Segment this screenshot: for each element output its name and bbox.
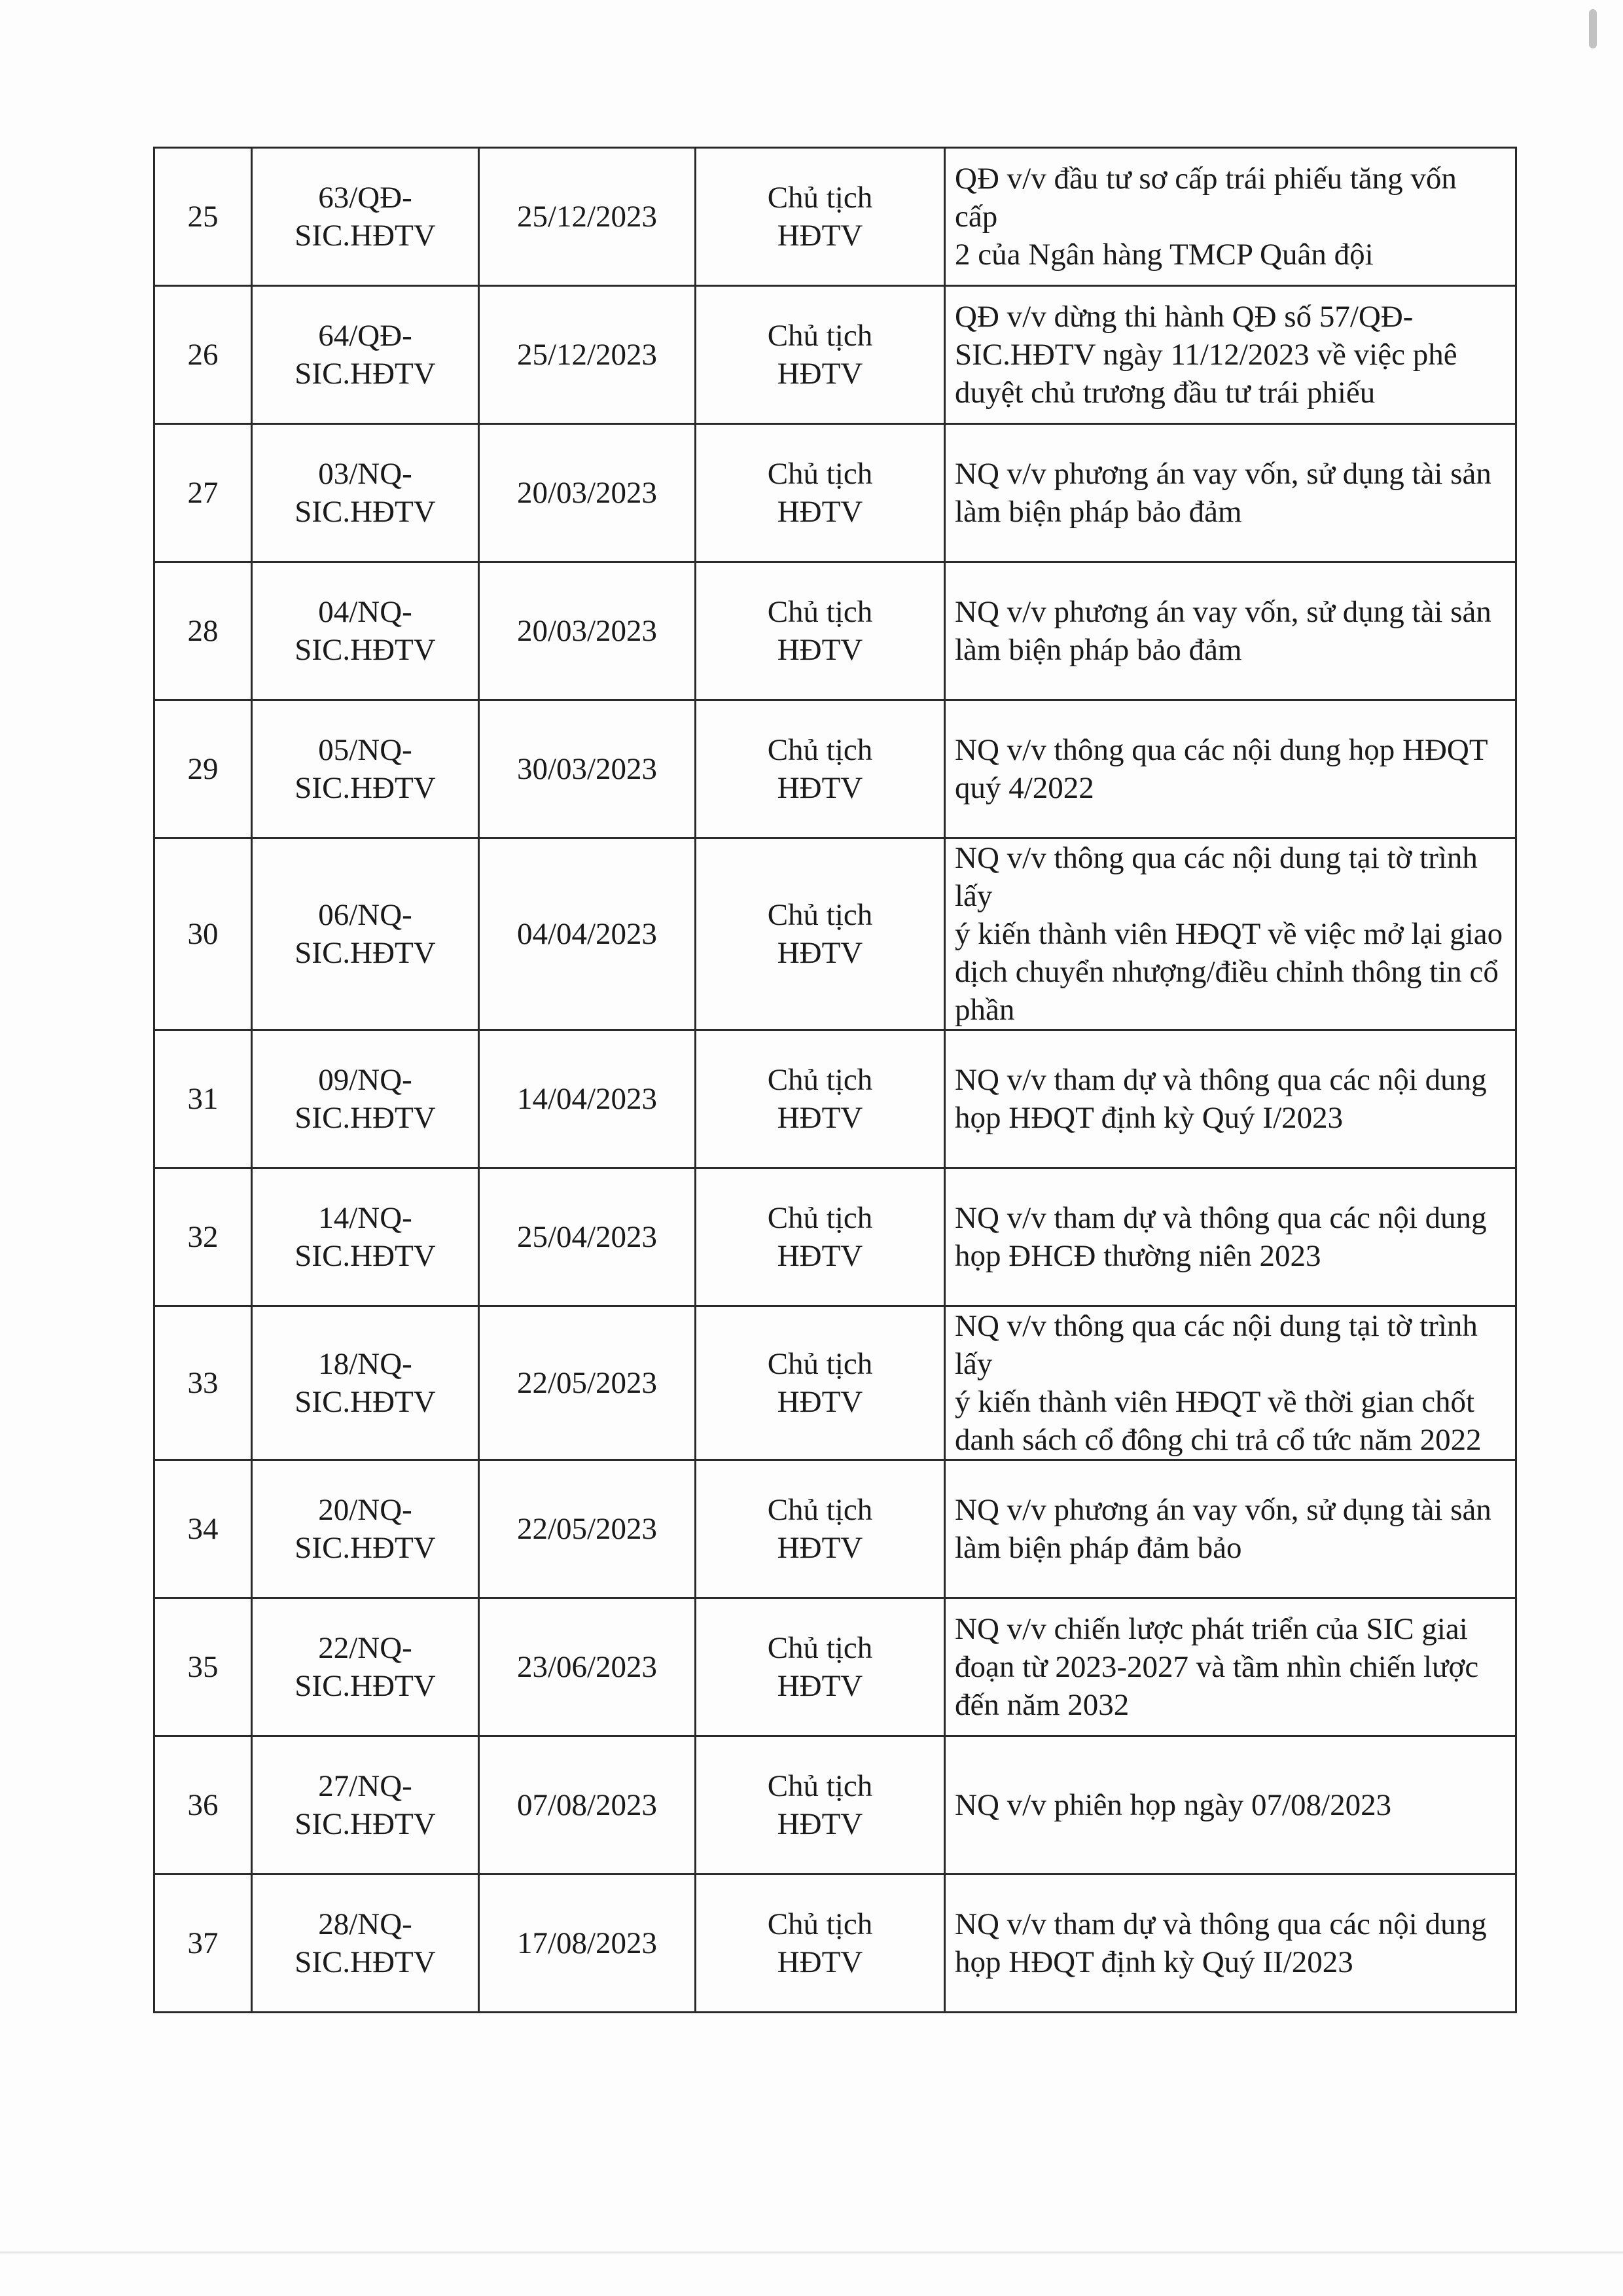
content-cell	[945, 1168, 1516, 1306]
row-index-cell	[154, 424, 252, 562]
document-number-line: SIC.HĐTV	[294, 495, 436, 529]
document-number-line: SIC.HĐTV	[294, 219, 436, 253]
content-line: QĐ v/v đầu tư sơ cấp trái phiếu tăng vốn cấp	[955, 162, 1457, 234]
signer-line: Chủ tịch	[767, 457, 873, 491]
row-index-cell	[154, 1030, 252, 1168]
content-cell	[945, 838, 1516, 1030]
content-cell	[945, 148, 1516, 286]
content-line: SIC.HĐTV ngày 11/12/2023 về việc phê	[955, 338, 1457, 372]
row-index: 28	[187, 614, 219, 648]
content-line: họp ĐHCĐ thường niên 2023	[955, 1239, 1321, 1273]
document-number-line: SIC.HĐTV	[294, 1669, 436, 1703]
content-line: duyệt chủ trương đầu tư trái phiếu	[955, 376, 1376, 410]
signer-line: Chủ tịch	[767, 1907, 873, 1941]
document-number-cell	[252, 1030, 479, 1168]
table-row	[154, 1030, 1516, 1168]
document-number-cell	[252, 424, 479, 562]
signer-line: Chủ tịch	[767, 181, 873, 215]
content-line: NQ v/v thông qua các nội dung họp HĐQT	[955, 733, 1488, 767]
signer-line: HĐTV	[777, 936, 863, 970]
table-row	[154, 700, 1516, 838]
signer-line: HĐTV	[777, 1239, 863, 1273]
document-number-line: SIC.HĐTV	[294, 1531, 436, 1565]
signer-cell	[696, 562, 945, 700]
signer-line: HĐTV	[777, 357, 863, 391]
issue-date: 25/12/2023	[516, 200, 658, 234]
content-line: ý kiến thành viên HĐQT về thời gian chốt	[955, 1385, 1475, 1419]
row-index: 27	[187, 476, 219, 510]
row-index-cell	[154, 1306, 252, 1460]
document-number-cell	[252, 838, 479, 1030]
table-row	[154, 1874, 1516, 2013]
document-number-cell	[252, 1736, 479, 1874]
issue-date: 25/12/2023	[516, 338, 658, 372]
issue-date: 07/08/2023	[516, 1788, 658, 1822]
document-number-cell	[252, 562, 479, 700]
row-index-cell	[154, 562, 252, 700]
content-line: QĐ v/v dừng thi hành QĐ số 57/QĐ-	[955, 300, 1414, 334]
issue-date: 04/04/2023	[516, 917, 658, 951]
issue-date-cell	[479, 286, 696, 424]
row-index: 25	[187, 200, 219, 234]
content-line: làm biện pháp bảo đảm	[955, 495, 1242, 529]
signer-line: Chủ tịch	[767, 733, 873, 767]
content-line: NQ v/v tham dự và thông qua các nội dung	[955, 1907, 1487, 1941]
signer-cell	[696, 1168, 945, 1306]
document-number-line: SIC.HĐTV	[294, 633, 436, 667]
signer-line: HĐTV	[777, 1531, 863, 1565]
margin-stamp-mark	[1576, 1217, 1602, 1532]
content-line: NQ v/v tham dự và thông qua các nội dung	[955, 1201, 1487, 1235]
signer-line: Chủ tịch	[767, 898, 873, 932]
signer-cell	[696, 838, 945, 1030]
table-row	[154, 562, 1516, 700]
content-line: NQ v/v phương án vay vốn, sử dụng tài sản	[955, 457, 1491, 491]
signer-cell	[696, 148, 945, 286]
table-row	[154, 1460, 1516, 1598]
content-line: dịch chuyển nhượng/điều chỉnh thông tin cổ	[955, 955, 1499, 989]
row-index-cell	[154, 1460, 252, 1598]
issue-date: 25/04/2023	[516, 1220, 658, 1254]
content-cell	[945, 1736, 1516, 1874]
content-line: NQ v/v phương án vay vốn, sử dụng tài sản	[955, 1493, 1491, 1527]
signer-line: HĐTV	[777, 1807, 863, 1841]
content-line: NQ v/v phiên họp ngày 07/08/2023	[955, 1788, 1392, 1822]
document-number-line: SIC.HĐTV	[294, 1239, 436, 1273]
row-index-cell	[154, 838, 252, 1030]
content-cell	[945, 700, 1516, 838]
document-number-cell	[252, 1306, 479, 1460]
issue-date-cell	[479, 700, 696, 838]
content-line: danh sách cổ đông chi trả cổ tức năm 2022	[955, 1423, 1482, 1457]
document-number-line: 64/QĐ-	[318, 319, 412, 353]
signer-line: Chủ tịch	[767, 319, 873, 353]
signer-line: Chủ tịch	[767, 1769, 873, 1803]
document-number-line: 03/NQ-	[318, 457, 412, 491]
issue-date-cell	[479, 1598, 696, 1736]
signer-line: HĐTV	[777, 495, 863, 529]
table-row	[154, 1736, 1516, 1874]
document-number-line: SIC.HĐTV	[294, 771, 436, 805]
row-index: 35	[187, 1650, 219, 1684]
issue-date-cell	[479, 1030, 696, 1168]
signer-line: Chủ tịch	[767, 1063, 873, 1097]
row-index-cell	[154, 286, 252, 424]
content-cell	[945, 424, 1516, 562]
issue-date-cell	[479, 1874, 696, 2013]
issue-date: 20/03/2023	[516, 614, 658, 648]
document-number-line: 14/NQ-	[318, 1201, 412, 1235]
row-index-cell	[154, 1874, 252, 2013]
content-line: NQ v/v phương án vay vốn, sử dụng tài sản	[955, 595, 1491, 629]
signer-cell	[696, 700, 945, 838]
table-row	[154, 424, 1516, 562]
document-number-cell	[252, 286, 479, 424]
table-row	[154, 1306, 1516, 1460]
document-number-line: SIC.HĐTV	[294, 357, 436, 391]
row-index: 34	[187, 1512, 219, 1546]
content-cell	[945, 1030, 1516, 1168]
signer-cell	[696, 424, 945, 562]
document-number-line: 06/NQ-	[318, 898, 412, 932]
issue-date: 23/06/2023	[516, 1650, 658, 1684]
signer-line: Chủ tịch	[767, 1631, 873, 1665]
signer-cell	[696, 1306, 945, 1460]
table-row	[154, 838, 1516, 1030]
row-index: 29	[187, 752, 219, 786]
document-number-line: SIC.HĐTV	[294, 1945, 436, 1979]
content-line: đến năm 2032	[955, 1688, 1130, 1722]
row-index-cell	[154, 1598, 252, 1736]
content-line: làm biện pháp bảo đảm	[955, 633, 1242, 667]
issue-date: 30/03/2023	[516, 752, 658, 786]
signer-line: HĐTV	[777, 1945, 863, 1979]
content-line: ý kiến thành viên HĐQT về việc mở lại giao	[955, 917, 1503, 951]
row-index: 33	[187, 1366, 219, 1400]
row-index: 36	[187, 1788, 219, 1822]
row-index: 32	[187, 1220, 219, 1254]
signer-cell	[696, 286, 945, 424]
row-index-cell	[154, 148, 252, 286]
table-row	[154, 286, 1516, 424]
issue-date-cell	[479, 838, 696, 1030]
issue-date-cell	[479, 1306, 696, 1460]
document-number-line: 05/NQ-	[318, 733, 412, 767]
row-index: 31	[187, 1082, 219, 1116]
document-number-line: 18/NQ-	[318, 1347, 412, 1381]
row-index-cell	[154, 700, 252, 838]
row-index-cell	[154, 1168, 252, 1306]
issue-date-cell	[479, 1736, 696, 1874]
document-number-line: 63/QĐ-	[318, 181, 412, 215]
signer-line: Chủ tịch	[767, 1493, 873, 1527]
issue-date-cell	[479, 562, 696, 700]
row-index: 30	[187, 917, 219, 951]
content-line: NQ v/v tham dự và thông qua các nội dung	[955, 1063, 1487, 1097]
page-bottom-edge	[0, 2251, 1623, 2253]
signer-cell	[696, 1460, 945, 1598]
document-number-cell	[252, 700, 479, 838]
document-number-line: 27/NQ-	[318, 1769, 412, 1803]
document-number-line: SIC.HĐTV	[294, 1385, 436, 1419]
document-number-cell	[252, 1460, 479, 1598]
signer-line: HĐTV	[777, 1385, 863, 1419]
content-line: quý 4/2022	[955, 771, 1094, 805]
issue-date: 14/04/2023	[516, 1082, 658, 1116]
scan-corner-mark	[1589, 9, 1597, 48]
content-cell	[945, 286, 1516, 424]
content-line: NQ v/v thông qua các nội dung tại tờ trình lấy	[955, 841, 1478, 913]
issue-date-cell	[479, 1460, 696, 1598]
issue-date: 22/05/2023	[516, 1366, 658, 1400]
signer-line: Chủ tịch	[767, 1201, 873, 1235]
signer-cell	[696, 1736, 945, 1874]
signer-line: HĐTV	[777, 1669, 863, 1703]
document-number-line: 28/NQ-	[318, 1907, 412, 1941]
signer-line: Chủ tịch	[767, 1347, 873, 1381]
document-number-line: SIC.HĐTV	[294, 1101, 436, 1135]
content-line: đoạn từ 2023-2027 và tầm nhìn chiến lược	[955, 1650, 1479, 1684]
document-number-cell	[252, 1168, 479, 1306]
document-number-cell	[252, 1874, 479, 2013]
content-line: làm biện pháp đảm bảo	[955, 1531, 1242, 1565]
content-cell	[945, 1460, 1516, 1598]
signer-line: HĐTV	[777, 771, 863, 805]
content-line: họp HĐQT định kỳ Quý I/2023	[955, 1101, 1344, 1135]
signer-line: HĐTV	[777, 1101, 863, 1135]
signer-line: Chủ tịch	[767, 595, 873, 629]
content-line: NQ v/v thông qua các nội dung tại tờ trình lấy	[955, 1309, 1478, 1381]
content-cell	[945, 1306, 1516, 1460]
document-number-cell	[252, 1598, 479, 1736]
document-number-line: 20/NQ-	[318, 1493, 412, 1527]
resolutions-table	[153, 147, 1517, 2013]
signer-cell	[696, 1030, 945, 1168]
content-cell	[945, 1598, 1516, 1736]
row-index: 26	[187, 338, 219, 372]
resolutions-table-body	[154, 148, 1516, 2013]
table-row	[154, 148, 1516, 286]
document-number-line: SIC.HĐTV	[294, 936, 436, 970]
row-index: 37	[187, 1926, 219, 1960]
content-cell	[945, 562, 1516, 700]
document-number-cell	[252, 148, 479, 286]
signer-cell	[696, 1598, 945, 1736]
issue-date-cell	[479, 148, 696, 286]
document-number-line: SIC.HĐTV	[294, 1807, 436, 1841]
issue-date-cell	[479, 424, 696, 562]
signer-cell	[696, 1874, 945, 2013]
document-number-line: 09/NQ-	[318, 1063, 412, 1097]
table-row	[154, 1598, 1516, 1736]
signer-line: HĐTV	[777, 219, 863, 253]
content-line: phần	[955, 993, 1015, 1027]
content-cell	[945, 1874, 1516, 2013]
issue-date: 17/08/2023	[516, 1926, 658, 1960]
issue-date-cell	[479, 1168, 696, 1306]
table-row	[154, 1168, 1516, 1306]
document-number-line: 04/NQ-	[318, 595, 412, 629]
row-index-cell	[154, 1736, 252, 1874]
signer-line: HĐTV	[777, 633, 863, 667]
issue-date: 20/03/2023	[516, 476, 658, 510]
document-number-line: 22/NQ-	[318, 1631, 412, 1665]
content-line: 2 của Ngân hàng TMCP Quân đội	[955, 238, 1374, 272]
issue-date: 22/05/2023	[516, 1512, 658, 1546]
content-line: họp HĐQT định kỳ Quý II/2023	[955, 1945, 1353, 1979]
content-line: NQ v/v chiến lược phát triển của SIC giai	[955, 1612, 1468, 1646]
